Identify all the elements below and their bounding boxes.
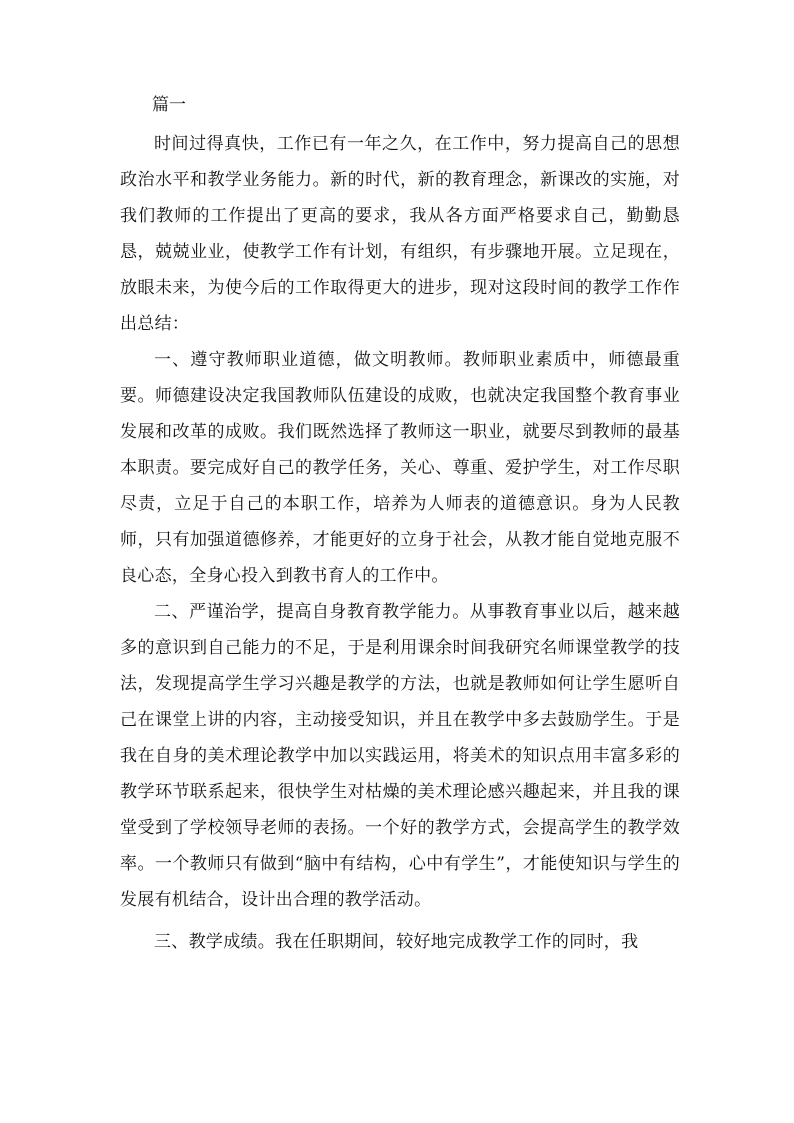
section-heading: 篇一 (152, 95, 186, 115)
paragraph-results: 三、教学成绩。我在任职期间，较好地完成教学工作的同时，我 (154, 932, 639, 952)
document-body (120, 88, 680, 960)
paragraph-teaching-ability: 二、严谨治学，提高自身教育教学能力。从事教育事业以后，越来越多的意识到自己能力的不足，于是利用课余时间我研究名师课堂教学的技法，发现提高学生学习兴趣是教学的方法，也就是教师如何让学生愿听自己在课堂上讲的内容，主动接受知识，并且在教学中多去鼓励学生。于是我在自身的美术理论教学中加以实践运用，将美术的知识点用丰富多彩的教学环节联系起来，很快学生对枯燥的美术理论感兴趣起来，并且我的课堂受到了学校领导老师的表扬。一个好的教学方式，会提高学生的教学效率。一个教师只有做到“脑中有结构，心中有学生”，才能使知识与学生的发展有机结合，设计出合理的教学活动。 (120, 602, 680, 910)
paragraph-intro: 时间过得真快，工作已有一年之久，在工作中，努力提高自己的思想政治水平和教学业务能力。新的时代，新的教育理念，新课改的实施，对我们教师的工作提出了更高的要求，我从各方面严格要求自己，勤勤恳恳，兢兢业业，使教学工作有计划，有组织，有步骤地开展。立足现在，放眼未来，为使今后的工作取得更大的进步，现对这段时间的教学工作作出总结： (120, 134, 680, 334)
paragraph-ethics: 一、遵守教师职业道德，做文明教师。教师职业素质中，师德最重要。师德建设决定我国教师队伍建设的成败，也就决定我国整个教育事业发展和改革的成败。我们既然选择了教师这一职业，就要尽到教师的最基本职责。要完成好自己的教学任务，关心、尊重、爱护学生，对工作尽职尽责，立足于自己的本职工作，培养为人师表的道德意识。身为人民教师，只有加强道德修养，才能更好的立身于社会，从教才能自觉地克服不良心态，全身心投入到教书育人的工作中。 (120, 350, 680, 586)
